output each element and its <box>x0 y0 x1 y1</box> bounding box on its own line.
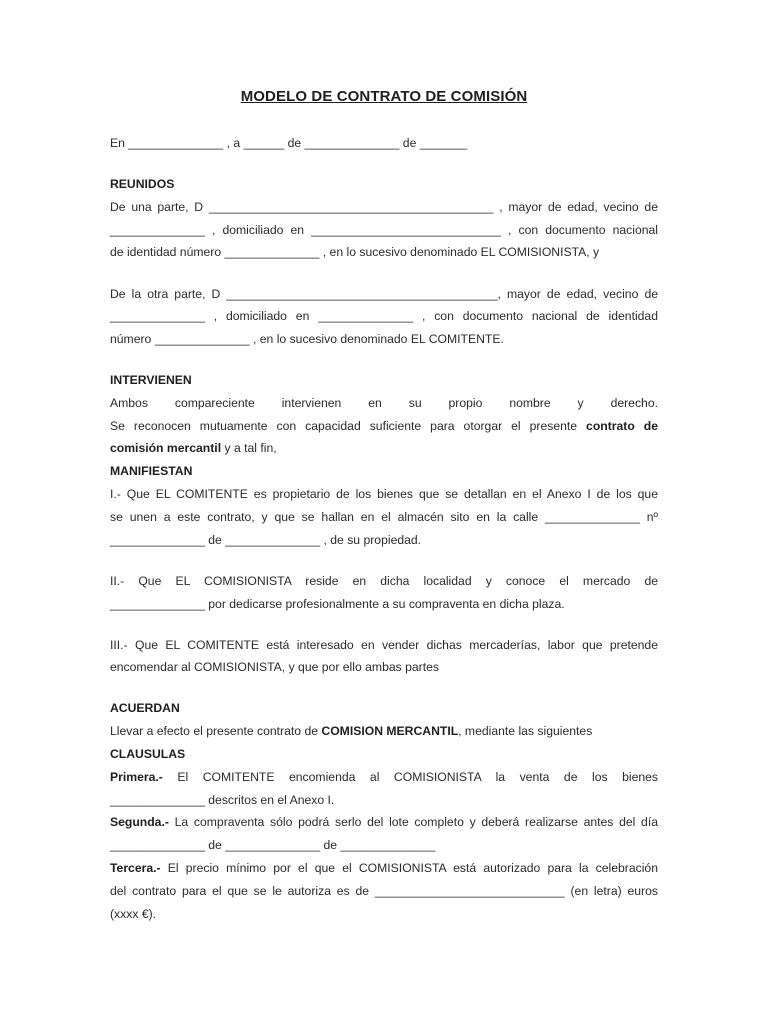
reunidos-p2-line-3: número ______________ , en lo sucesivo denominado EL COMITENTE. <box>110 332 504 346</box>
intervienen-line-3 <box>110 440 658 456</box>
clausula-tercera-line-1 <box>110 860 658 876</box>
manifiestan-i-line-1: I.- Que EL COMITENTE es propietario de los bienes que se detallan en el Anexo I de los que <box>110 487 658 501</box>
intervienen-line-2-bold: contrato de <box>586 419 659 433</box>
clausula-segunda-label: Segunda.- <box>110 815 169 829</box>
section-heading-manifiestan: MANIFIESTAN <box>110 464 193 478</box>
clausula-tercera-line-3: (xxxx €). <box>110 907 157 921</box>
intervienen-line-3-text: y a tal fin, <box>221 441 277 455</box>
manifiestan-ii-line-2: ______________ por dedicarse profesionalmente a su compraventa en dicha plaza. <box>110 597 565 611</box>
place-date-line: En ______________ , a ______ de ______________ de _______ <box>110 136 468 150</box>
manifiestan-i-line-3: ______________ de ______________ , de su propiedad. <box>110 533 422 547</box>
clausula-tercera-text: El precio mínimo por el que el COMISIONISTA está autorizado para la celebración <box>160 861 658 875</box>
acuerdan-text-before: Llevar a efecto el presente contrato de <box>110 724 322 738</box>
manifiestan-iii-line-1: III.- Que EL COMITENTE está interesado en vender dichas mercaderías, labor que pretende <box>110 638 658 652</box>
intervienen-line-2 <box>110 418 658 434</box>
section-heading-reunidos: REUNIDOS <box>110 177 175 191</box>
clausula-segunda-text: La compraventa sólo podrá serlo del lote completo y deberá realizarse antes del día <box>168 815 658 829</box>
section-heading-acuerdan: ACUERDAN <box>110 701 180 715</box>
intervienen-line-2-text: Se reconocen mutuamente con capacidad suficiente para otorgar el presente <box>110 419 587 433</box>
acuerdan-text-after: , mediante las siguientes <box>458 724 593 738</box>
acuerdan-bold: COMISION MERCANTIL <box>321 724 459 738</box>
intervienen-line-1: Ambos compareciente intervienen en su propio nombre y derecho. <box>110 396 658 410</box>
reunidos-p2-line-2: ______________ , domiciliado en ______________ , con documento nacional de identidad <box>110 309 658 323</box>
intervienen-line-3-bold: comisión mercantil <box>110 441 222 455</box>
clausula-primera-text: El COMITENTE encomienda al COMISIONISTA la venta de los bienes <box>162 770 658 784</box>
reunidos-p1-line-3: de identidad número ______________ , en lo sucesivo denominado EL COMISIONISTA, y <box>110 245 600 259</box>
reunidos-p2-line-1: De la otra parte, D ________________________________________, mayor de edad, vecino de <box>110 287 658 301</box>
clausula-tercera-line-2: del contrato para el que se le autoriza es de ____________________________ (en letra) euros <box>110 884 658 898</box>
acuerdan-line <box>110 723 658 739</box>
clausula-segunda-line-2: ______________ de ______________ de ______________ <box>110 838 436 852</box>
document-title: MODELO DE CONTRATO DE COMISIÓN <box>240 88 528 105</box>
clausula-primera-label: Primera.- <box>110 770 163 784</box>
clausula-primera-line-1 <box>110 769 658 785</box>
section-heading-clausulas: CLAUSULAS <box>110 747 186 761</box>
manifiestan-iii-line-2: encomendar al COMISIONISTA, y que por ello ambas partes <box>110 660 439 674</box>
reunidos-p1-line-2: ______________ , domiciliado en ____________________________ , con documento nacional <box>110 223 658 237</box>
clausula-primera-line-2: ______________ descritos en el Anexo I. <box>110 793 335 807</box>
manifiestan-ii-line-1: II.- Que EL COMISIONISTA reside en dicha localidad y conoce el mercado de <box>110 574 658 588</box>
clausula-tercera-label: Tercera.- <box>110 861 161 875</box>
reunidos-p1-line-1: De una parte, D __________________________________________ , mayor de edad, vecino de <box>110 200 658 214</box>
clausula-segunda-line-1 <box>110 814 658 830</box>
manifiestan-i-line-2: se unen a este contrato, y que se hallan en el almacén sito en la calle ______________ nº <box>110 510 658 524</box>
section-heading-intervienen: INTERVIENEN <box>110 373 192 387</box>
